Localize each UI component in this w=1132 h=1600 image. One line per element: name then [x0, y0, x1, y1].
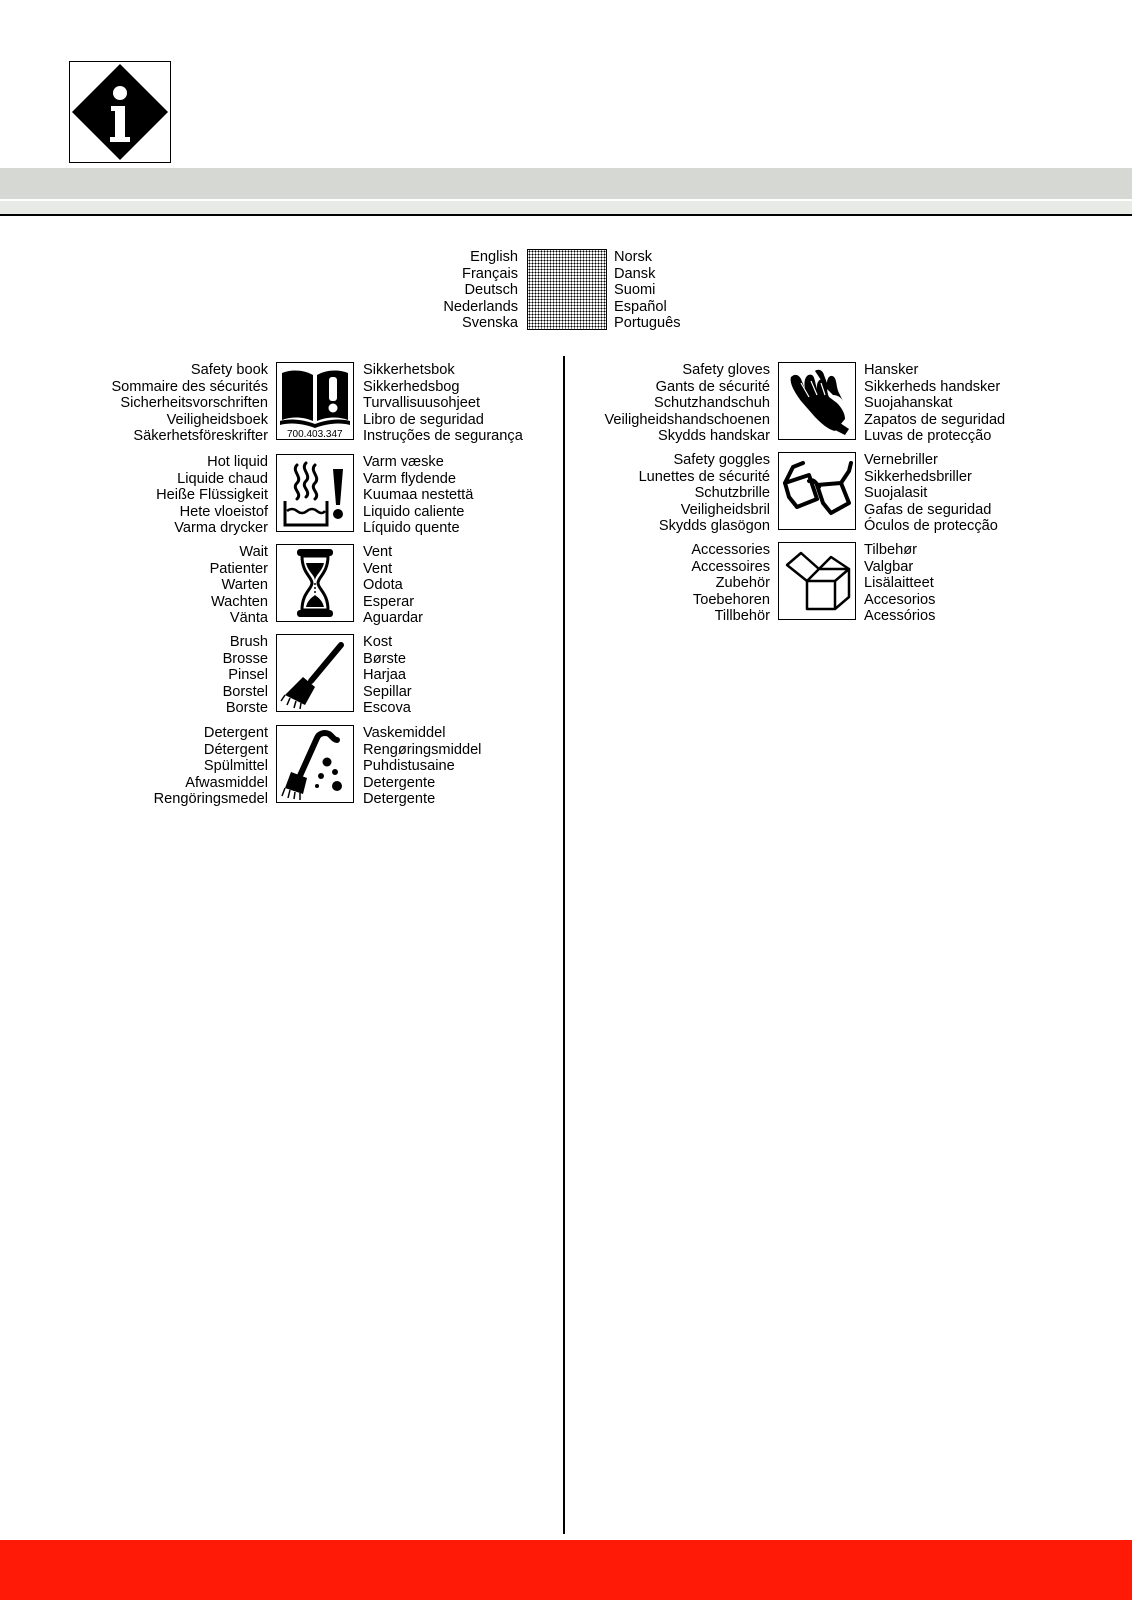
symbol-label: Odota: [363, 577, 403, 594]
hot-liquid-labels-right: [363, 454, 473, 537]
symbol-label: Varm flydende: [363, 470, 457, 487]
symbol-label: Rengøringsmiddel: [363, 741, 482, 758]
symbol-label: Schutzhandschuh: [653, 395, 770, 412]
document-code: 700.403.347: [287, 429, 343, 440]
symbol-label: Varma drycker: [174, 520, 268, 537]
symbol-label: Sicherheitsvorschriften: [120, 395, 268, 412]
symbol-label: Warten: [221, 577, 268, 594]
symbol-label: Varm væske: [363, 454, 444, 470]
safety-gloves-symbol: [778, 362, 856, 440]
legend-language: Suomi: [614, 282, 656, 299]
header-band-light: [0, 201, 1132, 214]
safety-book-icon: [277, 363, 353, 439]
symbol-label: Borstel: [222, 683, 268, 700]
safety-gloves-labels-left: [604, 362, 770, 445]
legend-language: Português: [614, 315, 681, 332]
safety-gloves-labels-right: [864, 362, 1005, 445]
symbol-label: Wachten: [210, 593, 268, 610]
symbol-label: Sikkerheds handsker: [864, 378, 1001, 395]
safety-book-labels-right: [363, 362, 523, 445]
symbol-label: Vent: [363, 544, 393, 560]
accessories-labels-right: [864, 542, 935, 625]
symbol-label: Turvallisuusohjeet: [363, 395, 481, 412]
symbol-label: Accesorios: [864, 591, 936, 608]
symbol-label: Detergente: [363, 774, 436, 791]
hourglass-icon: [277, 545, 353, 621]
symbol-label: Sepillar: [363, 683, 412, 700]
symbol-label: Pinsel: [228, 667, 268, 684]
symbol-label: Safety gloves: [682, 362, 770, 378]
legend-language: Deutsch: [464, 282, 518, 299]
safety-goggles-icon: [779, 453, 855, 529]
wait-labels-right: [363, 544, 423, 627]
symbol-label: Harjaa: [363, 667, 406, 684]
hot-liquid-labels-left: [156, 454, 268, 537]
safety-goggles-labels-right: [864, 452, 998, 535]
detergent-labels-right: [363, 725, 481, 808]
legend-language: English: [470, 249, 518, 265]
safety-goggles-labels-left: [639, 452, 770, 535]
symbol-label: Safety goggles: [673, 452, 770, 468]
symbol-label: Esperar: [363, 593, 415, 610]
symbol-label: Valgbar: [864, 558, 914, 575]
legend-languages-left: [443, 249, 518, 332]
symbol-label: Lunettes de sécurité: [638, 468, 770, 485]
symbol-label: Detergent: [203, 725, 268, 741]
wait-labels-left: [210, 544, 268, 627]
symbol-label: Instruções de segurança: [363, 428, 523, 445]
symbol-label: Heiße Flüssigkeit: [156, 487, 268, 504]
header-rule: [0, 214, 1132, 216]
brush-icon: [277, 635, 353, 711]
symbol-label: Vänta: [229, 610, 268, 627]
symbol-label: Détergent: [203, 741, 268, 758]
symbol-label: Aguardar: [363, 610, 424, 627]
detergent-icon: [277, 726, 353, 802]
symbol-label: Liquido caliente: [363, 503, 465, 520]
symbol-label: Safety book: [190, 362, 268, 378]
symbol-label: Kuumaa nestettä: [363, 487, 474, 504]
symbol-label: Brosse: [222, 650, 268, 667]
legend-languages-right: [614, 249, 681, 332]
symbol-label: Veiligheidsboek: [166, 411, 268, 428]
safety-goggles-symbol: [778, 452, 856, 530]
symbol-label: Vernebriller: [864, 452, 938, 468]
symbol-label: Luvas de protecção: [864, 428, 992, 445]
symbol-label: Sikkerhedsbriller: [864, 468, 972, 485]
symbol-label: Sommaire des sécurités: [111, 378, 268, 395]
footer-band: [0, 1540, 1132, 1600]
symbol-label: Toebehoren: [692, 591, 770, 608]
symbol-label: Afwasmiddel: [185, 774, 268, 791]
legend-language: Dansk: [614, 265, 656, 282]
symbol-label: Sikkerhedsbog: [363, 378, 460, 395]
symbol-label: Gafas de seguridad: [864, 501, 992, 518]
hot-liquid-symbol: [276, 454, 354, 532]
symbol-label: Vent: [363, 560, 393, 577]
symbol-label: Suojahanskat: [864, 395, 953, 412]
symbol-label: Brush: [229, 634, 268, 650]
symbol-label: Zubehör: [715, 575, 770, 592]
symbol-label: Spülmittel: [203, 758, 268, 775]
symbol-label: Lisälaitteet: [864, 575, 934, 592]
legend-language: Svenska: [462, 315, 518, 332]
brush-symbol: [276, 634, 354, 712]
symbol-label: Hansker: [864, 362, 919, 378]
accessories-symbol: [778, 542, 856, 620]
safety-gloves-icon: [779, 363, 855, 439]
symbol-label: Suojalasit: [864, 485, 928, 502]
symbol-label: Säkerhetsföreskrifter: [133, 428, 268, 445]
symbol-label: Skydds handskar: [658, 428, 770, 445]
symbol-label: Patienter: [209, 560, 268, 577]
symbol-label: Skydds glasögon: [658, 518, 770, 535]
symbol-label: Schutzbrille: [694, 485, 770, 502]
symbol-label: Børste: [363, 650, 406, 667]
info-diamond-icon: [70, 62, 170, 162]
symbol-label: Gants de sécurité: [655, 378, 770, 395]
detergent-labels-left: [154, 725, 268, 808]
safety-book-labels-left: [111, 362, 268, 445]
legend-dotted-box: [527, 249, 607, 330]
symbol-label: Puhdistusaine: [363, 758, 455, 775]
accessories-box-icon: [779, 543, 855, 619]
symbol-label: Veiligheidshandschoenen: [604, 411, 770, 428]
symbol-label: Detergente: [363, 791, 436, 808]
detergent-symbol: [276, 725, 354, 803]
legend-language: Español: [614, 298, 667, 315]
symbol-label: Hot liquid: [207, 454, 268, 470]
symbol-label: Libro de seguridad: [363, 411, 484, 428]
symbol-label: Óculos de protecção: [864, 518, 998, 535]
symbol-label: Líquido quente: [363, 520, 460, 537]
symbol-label: Wait: [239, 544, 268, 560]
hot-liquid-icon: [277, 455, 353, 531]
symbol-label: Accessoires: [691, 558, 770, 575]
legend-language: Français: [462, 265, 518, 282]
brush-labels-right: [363, 634, 412, 717]
legend-language: Norsk: [614, 249, 653, 265]
symbol-label: Tillbehör: [714, 608, 770, 625]
symbol-label: Vaskemiddel: [363, 725, 446, 741]
safety-book-symbol: [276, 362, 354, 440]
brush-labels-left: [223, 634, 268, 717]
symbol-label: Sikkerhetsbok: [363, 362, 455, 378]
header-band: [0, 168, 1132, 199]
symbol-label: Zapatos de seguridad: [864, 411, 1006, 428]
symbol-label: Liquide chaud: [177, 470, 268, 487]
symbol-label: Kost: [363, 634, 393, 650]
info-logo: [69, 61, 171, 163]
symbol-label: Acessórios: [864, 608, 936, 625]
symbol-label: Accessories: [691, 542, 770, 558]
legend-language: Nederlands: [443, 298, 518, 315]
symbol-label: Rengöringsmedel: [153, 791, 268, 808]
accessories-labels-left: [691, 542, 770, 625]
symbol-label: Escova: [363, 700, 411, 717]
symbol-label: Hete vloeistof: [179, 503, 268, 520]
wait-symbol: [276, 544, 354, 622]
symbol-label: Tilbehør: [864, 542, 917, 558]
symbol-label: Borste: [225, 700, 268, 717]
column-divider: [563, 356, 565, 1534]
symbol-label: Veiligheidsbril: [680, 501, 770, 518]
